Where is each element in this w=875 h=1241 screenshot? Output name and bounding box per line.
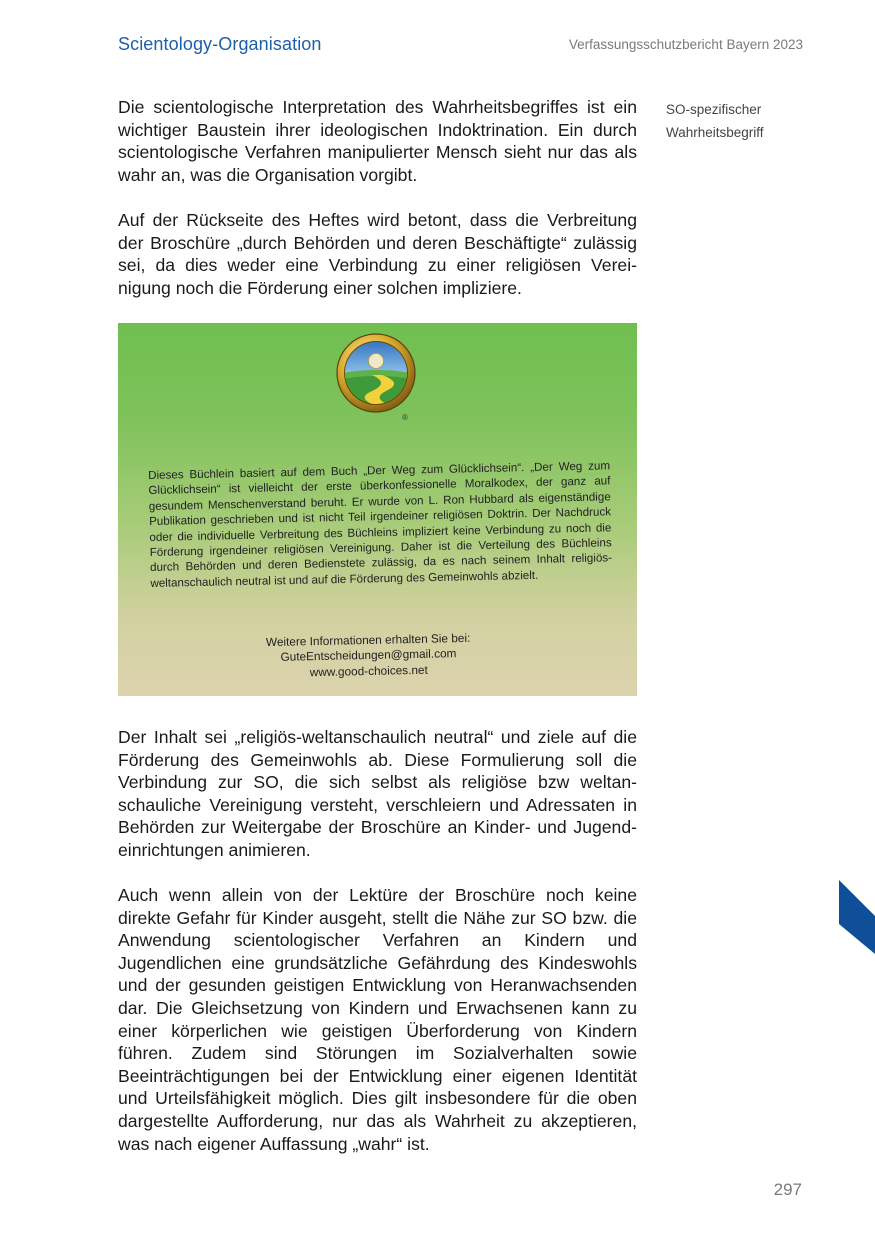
brochure-notice-text	[148, 458, 612, 591]
paragraph-4	[118, 884, 637, 1155]
paragraph-text: Auch wenn allein von der Lektüre der Broschüre noch keine direkte Gefahr für Kinder ausgeht, stellt die Nähe zur SO bzw. die Anwendung scientologischer Verfahren an Kindern und Jugendlichen eine grundsätzliche Gefährdung des Kindeswohls und der gesunden geistigen Entwicklung von Heranwachsenden dar. Die Gleichsetzung von Kindern und Erwachsenen kann zu einer körperlichen wie geistigen Überforderung von Kindern führen. Zudem sind Störungen im Sozialverhalten sowie Beeinträchtigungen bei der Entwicklung einer eigenen Identität und Urteilsfähigkeit möglich. Dies gilt insbesondere für die oben dargestellte Aufforderung, nur das als Wahrheit zu akzeptieren, was nach eigener Auffassung „wahr“ ist.	[118, 885, 637, 1154]
brochure-contact-block	[238, 630, 499, 682]
page-number: 297	[773, 1180, 802, 1199]
paragraph-text: Die scientologische Interpretation des Wahrheitsbegriffes ist ein wichtiger Baustein ihrer ideologischen Indoktrination. Ein durch scientologische Verfahren manipulierter Mensch sieht nur das als wahr an, was die Organisation vorgibt.	[118, 97, 637, 185]
contact-email: GuteEntscheidungen@gmail.com	[280, 646, 457, 665]
paragraph-text: Auf der Rückseite des Heftes wird betont, dass die Verbreitung der Broschüre „durch Behörden und deren Beschäftigte“ zulässig sei, da dies weder eine Verbindung zu einer religiösen Vereinigung noch die Förderung einer solchen impliziere.	[118, 210, 637, 298]
report-title: Verfassungsschutzbericht Bayern 2023	[568, 37, 803, 52]
brochure-notice-paragraph: Dieses Büchlein basiert auf dem Buch „Der Weg zum Glücklichsein“. „Der Weg zum Glücklichsein“ ist vielleicht der erste überkonfessionelle Moralkodex, der ganz auf gesundem Menschenverstand beruht. Er wurde von L. Ron Hubbard als eigenständige Publikation geschrieben und ist nicht Teil irgendeiner religiösen Doktrin. Der Nachdruck oder die individuelle Verbreitung des Büchleins impliziert keine Verbindung zu noch die Förderung irgendeiner religiösen Vereinigung. Daher ist die Verteilung des Büchleins durch Behörden und deren Bedienstete zulässig, da es nach seinem Inhalt religiös-weltanschaulich neutral ist und auf die Förderung des Gemeinwohls abzielt.	[148, 459, 613, 590]
paragraph-1	[118, 96, 637, 186]
contact-intro: Weitere Informationen erhalten Sie bei:	[265, 630, 471, 650]
trademark-mark: ®	[402, 413, 408, 422]
paragraph-text: Der Inhalt sei „religiös-weltanschaulich neutral“ und ziele auf die Förderung des Gemeinwohls ab. Diese Formulierung soll die Verbindung zur SO, die sich selbst als religiöse bzw weltanschauliche Vereinigung versteht, verschleiern und Adressaten in Behörden zur Weitergabe der Broschüre an Kinder- und Jugendeinrichtungen animieren.	[118, 727, 637, 860]
chapter-tab-marker	[839, 880, 875, 954]
paragraph-3	[118, 726, 637, 862]
margin-note: SO-spezifischer Wahrheitsbegriff	[666, 102, 764, 140]
running-title: Scientology-Organisation	[118, 34, 322, 54]
contact-website: www.good-choices.net	[309, 662, 428, 680]
paragraph-2	[118, 209, 637, 299]
way-to-happiness-emblem	[332, 329, 420, 427]
brochure-back-cover-image	[118, 323, 637, 696]
